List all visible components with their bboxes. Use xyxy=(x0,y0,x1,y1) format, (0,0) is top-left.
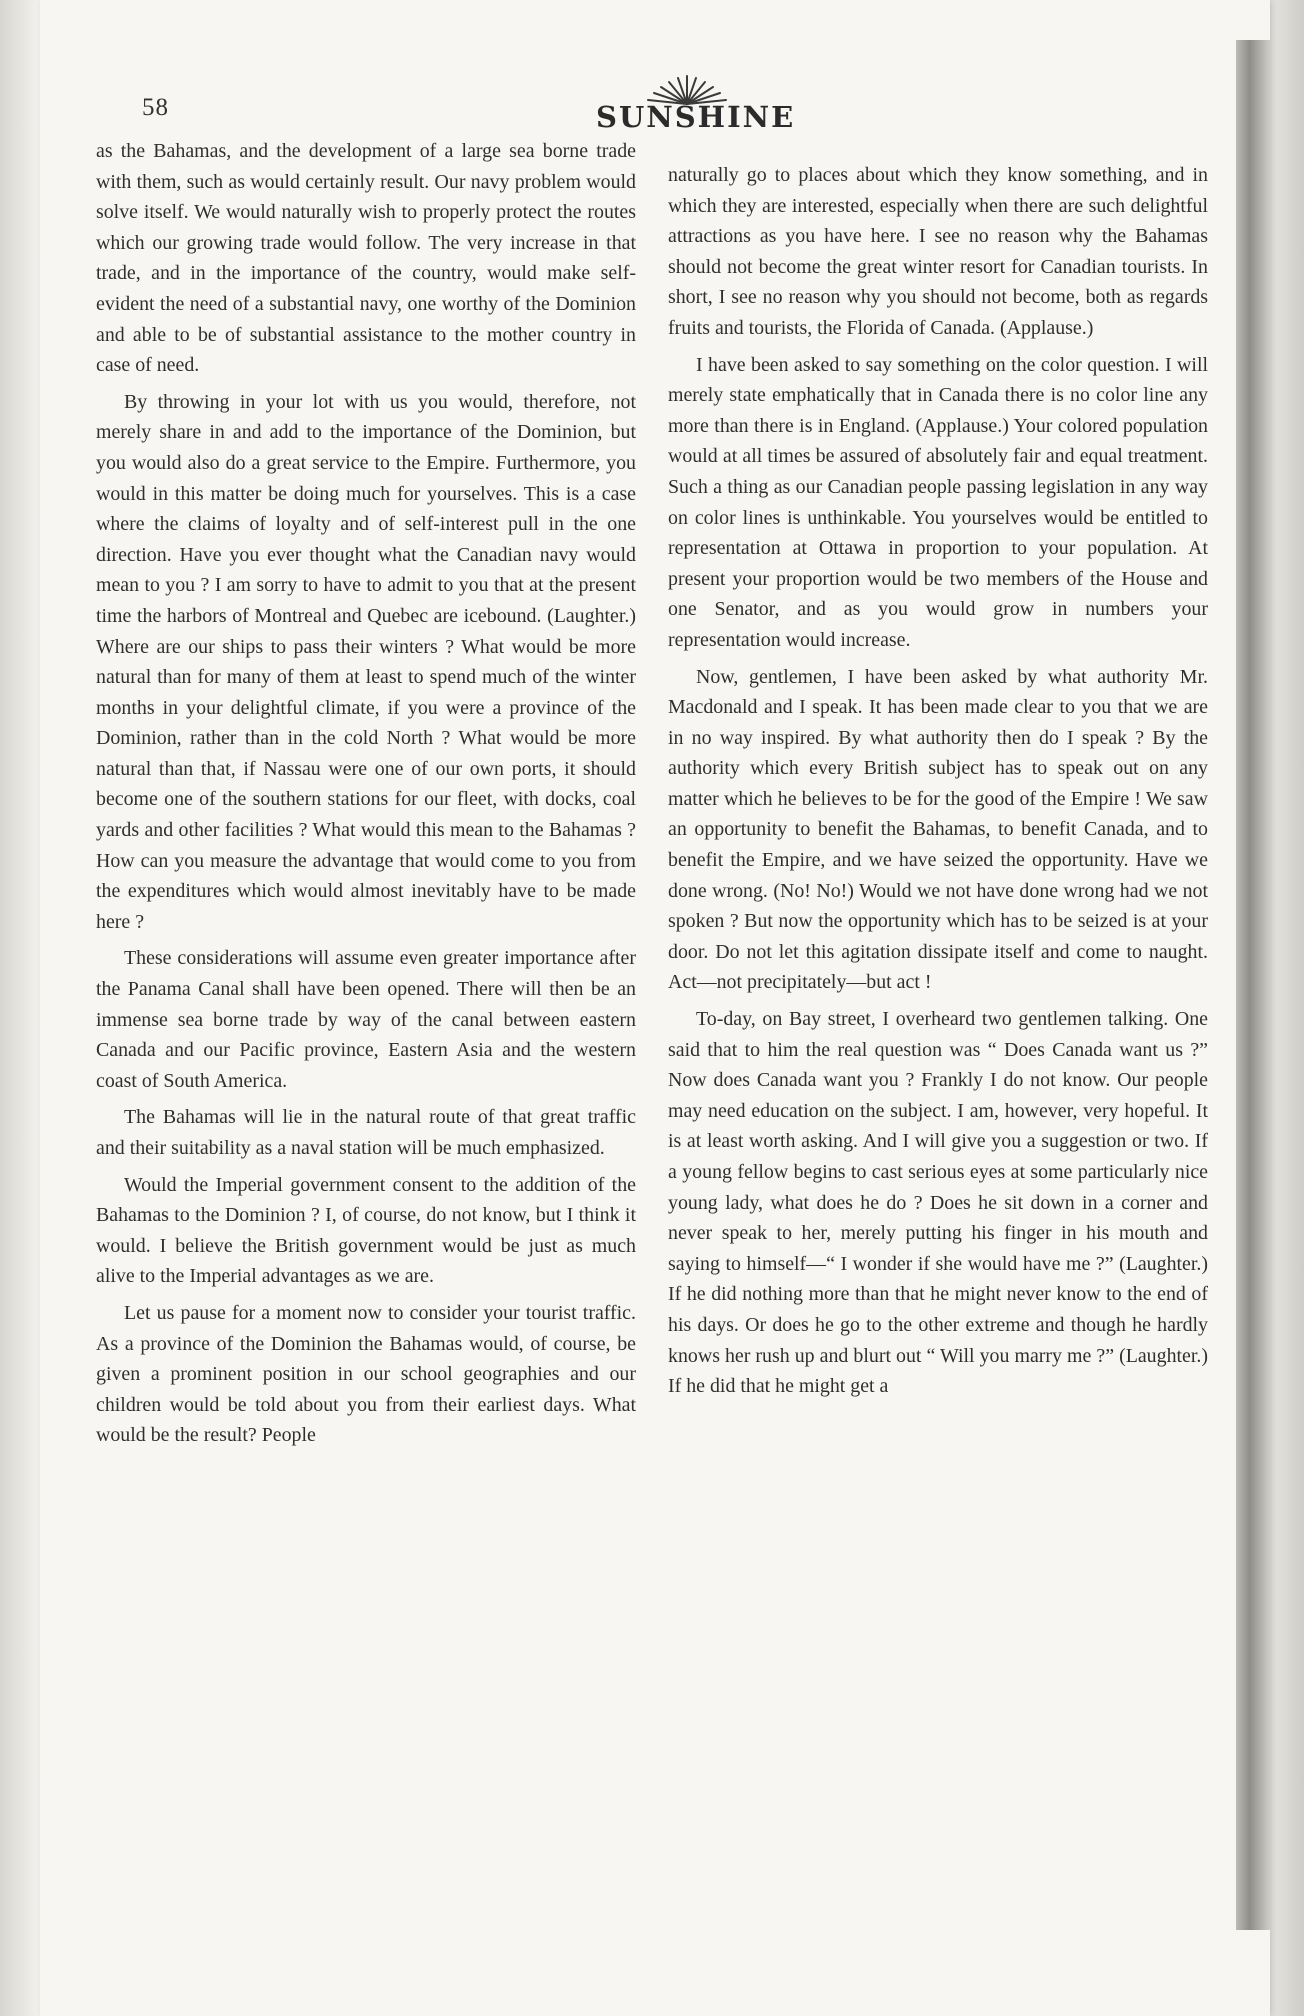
paragraph: These considerations will assume even greater importance after the Panama Canal shall have been opened. There will then be an immense sea borne trade by way of the canal between eastern Canada and our Pacific province, Eastern Asia and the western coast of South America. xyxy=(96,947,636,1092)
paragraph: By throwing in your lot with us you would, therefore, not merely share in and add to the importance of the Dominion, but you would also do a great service to the Empire. Furthermore, you would in this matter be doing much for yourselves. This is a case where the claims of loyalty and of self-interest pull in the one direction. Have you ever thought what the Canadian navy would mean to you ? I am sorry to have to admit to you that at the present time the harbors of Montreal and Quebec are icebound. (Laughter.) Where are our ships to pass their winters ? What would be more natural than for many of them at least to spend much of the winter months in your delightful climate, if you were a province of the Dominion, rather than in the cold North ? What would be more natural than that, if Nassau were one of our own ports, it should become one of the southern stations for our fleet, with docks, coal yards and other facilities ? What would this mean to the Bahamas ? How can you measure the advantage that would come to you from the expenditures which would almost inevitably have to be made here ? xyxy=(96,390,636,933)
page-number: 58 xyxy=(142,94,169,121)
masthead xyxy=(596,72,796,138)
page-edge xyxy=(1236,40,1270,1930)
paragraph: I have been asked to say something on the color question. I will merely state emphatically that in Canada there is no color line any more than there is in England. (Applause.) Your colored population would at all times be assured of absolutely fair and equal treatment. Such a thing as our Canadian people passing legislation in any way on color lines is unthinkable. You yourselves would be entitled to representation at Ottawa in proportion to your population. At present your proportion would be two members of the House and one Senator, and as you would grow in numbers your representation would increase. xyxy=(668,353,1208,651)
paragraph: Would the Imperial government consent to the addition of the Bahamas to the Dominion ? I, of course, do not know, but I think it would. I believe the British government would be just as much alive to the Imperial advantages as we are. xyxy=(96,1173,636,1288)
paragraph: Let us pause for a moment now to consider your tourist traffic. As a province of the Dominion the Bahamas would, of course, be given a prominent position in our school geographies and our children would be told about you from their earliest days. What would be the result? People xyxy=(96,1301,636,1447)
paragraph: To-day, on Bay street, I overheard two gentlemen talking. One said that to him the real question was “ Does Canada want us ?” Now does Canada want you ? Frankly I do not know. Our people may need education on the subject. I am, however, very hopeful. It is at least worth asking. And I will give you a suggestion or two. If a young fellow begins to cast serious eyes at some particularly nice young lady, what does he do ? Does he sit down in a corner and never speak to her, merely putting his finger in his mouth and saying to himself—“ I wonder if she would have me ?” (Laughter.) If he did nothing more than that he might never know to the end of his days. Or does he go to the other extreme and though he hardly knows her rush up and blurt out “ Will you marry me ?” (Laughter.) If he did that he might get a xyxy=(668,1008,1208,1398)
paragraph: naturally go to places about which they know something, and in which they are interested, especially when there are such delightful attractions as you have here. I see no reason why the Bahamas should not become the great winter resort for Canadian tourists. In short, I see no reason why you should not become, both as regards fruits and tourists, the Florida of Canada. (Applause.) xyxy=(668,164,1208,339)
paragraph: Now, gentlemen, I have been asked by what authority Mr. Macdonald and I speak. It has been made clear to you that we are in no way inspired. By what authority then do I speak ? By the authority which every British subject has to speak out on any matter which he believes to be for the good of the Empire ! We saw an opportunity to benefit the Bahamas, to benefit Canada, and to benefit the Empire, and we have seized the opportunity. Have we done wrong. (No! No!) Would we not have done wrong had we not spoken ? But now the opportunity which has to be seized is at your door. Do not let this agitation dissipate itself and come to naught. Act—not precipitately—but act ! xyxy=(668,665,1208,994)
paragraph: as the Bahamas, and the development of a large sea borne trade with them, such as would certainly result. Our navy problem would solve itself. We would naturally wish to properly protect the routes which our growing trade would follow. The very increase in that trade, and in the importance of the country, would make self-evident the need of a substantial navy, one worthy of the Dominion and able to be of substantial assistance to the mother country in case of need. xyxy=(96,140,636,377)
right-column xyxy=(668,160,1208,1408)
masthead-title: SUNSHINE xyxy=(596,100,796,134)
left-column xyxy=(96,136,636,1457)
paragraph: The Bahamas will lie in the natural route of that great traffic and their suitability as a naval station will be much emphasized. xyxy=(96,1106,636,1159)
